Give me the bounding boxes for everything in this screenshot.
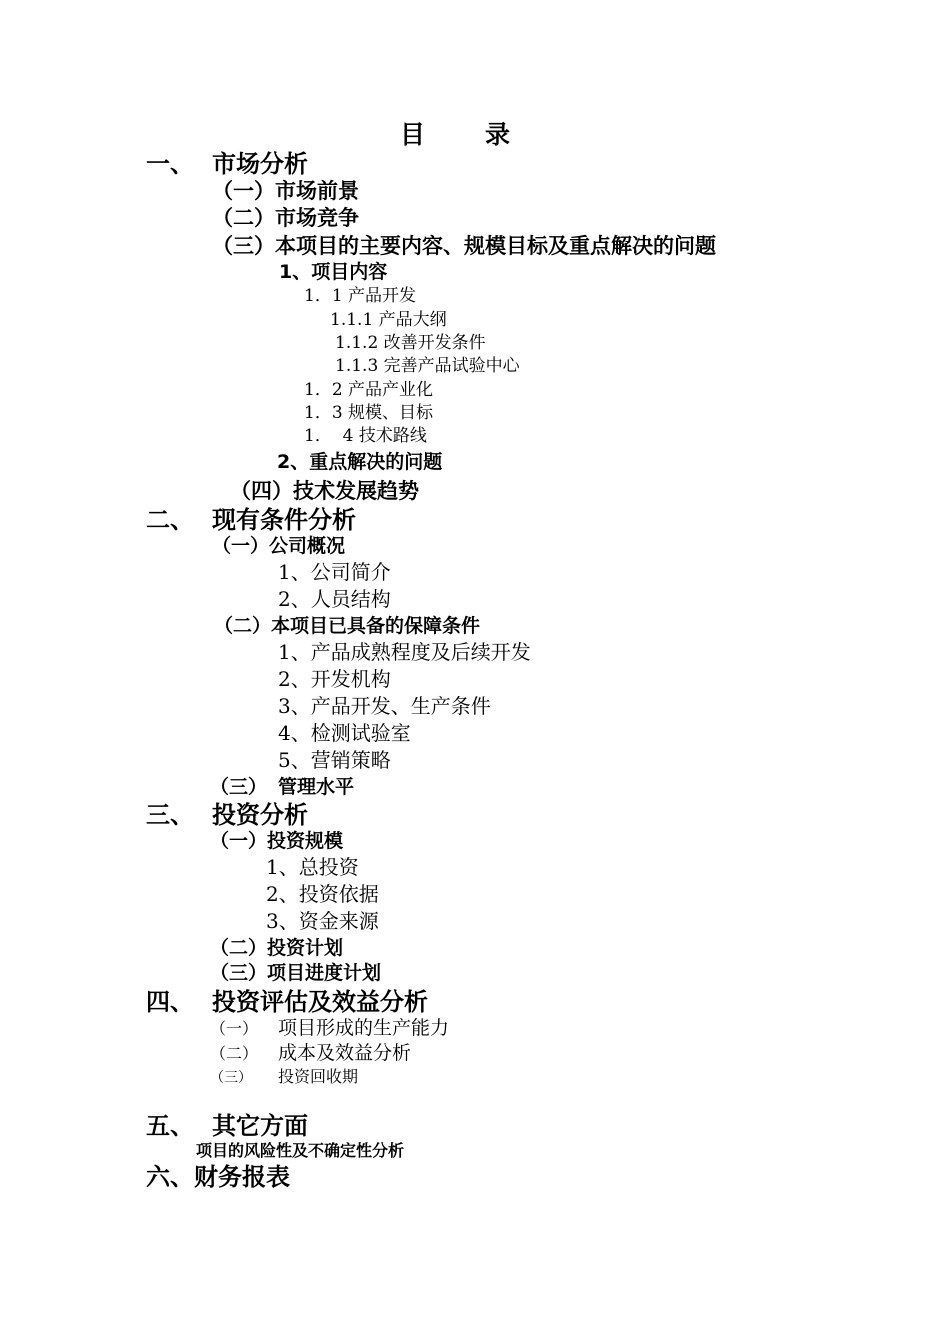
toc-item-4-2[interactable] — [210, 1044, 411, 1063]
toc-item-3-1-1[interactable]: 1、总投资 — [266, 855, 359, 879]
item-label: 投资回收期 — [278, 1067, 359, 1086]
item-number: （二） — [210, 1044, 259, 1063]
item-number: （三） — [210, 776, 268, 798]
toc-item-3-3[interactable]: （三）项目进度计划 — [210, 962, 382, 984]
section-number: 一、 — [146, 150, 194, 178]
toc-item-1-3[interactable]: （三）本项目的主要内容、规模目标及重点解决的问题 — [212, 234, 716, 258]
toc-item-3-1[interactable]: （一）投资规模 — [210, 830, 344, 852]
item-number: （三） — [210, 1070, 252, 1086]
toc-item-1-3-1-1-2[interactable]: 1.1.2 改善开发条件 — [335, 333, 486, 353]
item-label: 成本及效益分析 — [278, 1042, 412, 1064]
section-number: 五、 — [146, 1112, 194, 1140]
toc-item-1-3-1-1-3[interactable]: 1.1.3 完善产品试验中心 — [335, 356, 520, 376]
toc-item-4-3[interactable] — [210, 1069, 358, 1085]
toc-item-2-1[interactable]: （一）公司概况 — [212, 535, 346, 557]
toc-item-3-1-2[interactable]: 2、投资依据 — [266, 882, 379, 906]
toc-section-5[interactable] — [146, 1114, 308, 1138]
toc-item-2-2[interactable]: （二）本项目已具备的保障条件 — [214, 615, 481, 637]
toc-item-1-3-1[interactable]: 1、项目内容 — [279, 261, 388, 283]
section-label: 投资评估及效益分析 — [212, 988, 428, 1016]
toc-item-4-1[interactable] — [210, 1019, 449, 1038]
toc-title — [400, 122, 510, 147]
toc-item-1-3-2[interactable]: 2、重点解决的问题 — [277, 451, 443, 473]
toc-section-4[interactable] — [146, 990, 428, 1014]
section-number: 二、 — [146, 506, 194, 534]
toc-title-char-2: 录 — [485, 120, 511, 149]
toc-item-1-3-1-2[interactable]: 1．2 产品产业化 — [304, 380, 434, 400]
toc-item-2-1-1[interactable]: 1、公司简介 — [278, 560, 391, 584]
item-number: （一） — [210, 1019, 259, 1038]
toc-item-1-1[interactable]: （一）市场前景 — [212, 179, 359, 203]
toc-item-1-2[interactable]: （二）市场竞争 — [212, 206, 359, 230]
toc-section-3[interactable] — [146, 803, 308, 827]
section-number: 三、 — [146, 801, 194, 829]
toc-item-1-3-1-1[interactable]: 1．1 产品开发 — [304, 286, 417, 306]
toc-section-1[interactable] — [146, 152, 308, 176]
section-number: 四、 — [146, 988, 194, 1016]
toc-item-2-2-3[interactable]: 3、产品开发、生产条件 — [278, 694, 491, 718]
toc-item-2-2-1[interactable]: 1、产品成熟程度及后续开发 — [278, 640, 531, 664]
item-label: 管理水平 — [278, 776, 355, 798]
item-label: 项目形成的生产能力 — [278, 1017, 450, 1039]
toc-item-2-2-4[interactable]: 4、检测试验室 — [278, 721, 411, 745]
section-label: 其它方面 — [212, 1112, 308, 1140]
toc-section-6[interactable]: 六、财务报表 — [146, 1163, 290, 1191]
toc-title-char-1: 目 — [400, 120, 426, 149]
toc-item-2-2-5[interactable]: 5、营销策略 — [278, 748, 391, 772]
section-label: 市场分析 — [212, 150, 308, 178]
toc-item-1-3-1-1-1[interactable]: 1.1.1 产品大纲 — [330, 310, 447, 330]
toc-item-5-1[interactable]: 项目的风险性及不确定性分析 — [196, 1141, 405, 1160]
toc-item-2-3[interactable] — [210, 778, 354, 797]
toc-item-2-2-2[interactable]: 2、开发机构 — [278, 667, 391, 691]
section-label: 现有条件分析 — [212, 506, 356, 534]
toc-item-1-3-1-4[interactable]: 1． 4 技术路线 — [304, 426, 427, 446]
section-label: 投资分析 — [212, 801, 308, 829]
toc-item-1-4[interactable]: （四）技术发展趋势 — [230, 479, 419, 503]
toc-item-2-1-2[interactable]: 2、人员结构 — [278, 587, 391, 611]
toc-item-3-2[interactable]: （二）投资计划 — [210, 937, 344, 959]
toc-item-3-1-3[interactable]: 3、资金来源 — [266, 909, 379, 933]
toc-item-1-3-1-3[interactable]: 1．3 规模、目标 — [304, 403, 434, 423]
toc-section-2[interactable] — [146, 508, 356, 532]
